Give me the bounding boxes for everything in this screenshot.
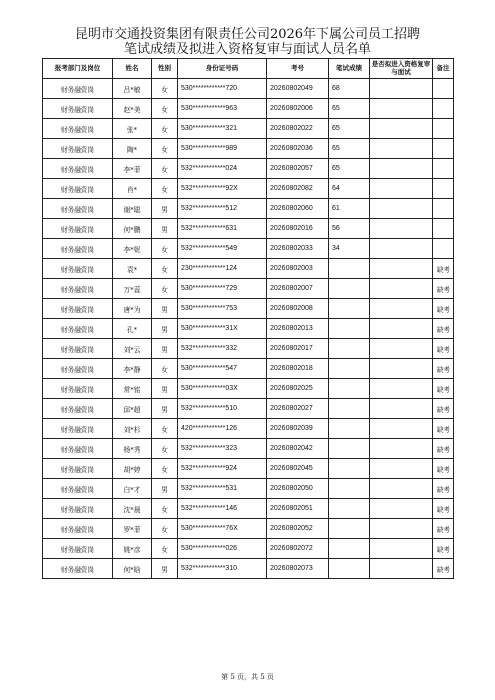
table-row [43,279,454,299]
cell-gender: 男 [152,299,178,319]
cell-gender: 男 [152,319,178,339]
cell-score [329,479,370,499]
cell-remark: 缺考 [433,279,454,299]
table-row [43,219,454,239]
cell-exam-number: 20260802073 [267,559,329,579]
cell-gender: 女 [152,419,178,439]
table-row [43,119,454,139]
cell-remark: 缺考 [433,259,454,279]
header-id-number: 身份证号码 [178,59,267,79]
cell-remark: 缺考 [433,419,454,439]
cell-id-number: 530************753 [178,299,267,319]
table-row [43,159,454,179]
cell-post: 财务融资岗 [43,279,113,299]
cell-exam-number: 20260802033 [267,239,329,259]
table-row [43,559,454,579]
document-subtitle: 笔试成绩及拟进入资格复审与面试人员名单 [123,42,371,57]
cell-exam-number: 20260802013 [267,319,329,339]
table-row [43,199,454,219]
cell-name: 吕*敏 [113,79,152,99]
table-row [43,339,454,359]
cell-post: 财务融资岗 [43,519,113,539]
cell-exam-number: 20260802027 [267,399,329,419]
cell-id-number: 530************026 [178,539,267,559]
cell-name: 陶* [113,139,152,159]
cell-remark [433,119,454,139]
cell-remark: 缺考 [433,439,454,459]
cell-id-number: 532************146 [178,499,267,519]
cell-id-number: 530************03X [178,379,267,399]
cell-score: 65 [329,99,370,119]
cell-post: 财务融资岗 [43,259,113,279]
table-row [43,299,454,319]
cell-id-number: 530************989 [178,139,267,159]
cell-id-number: 532************510 [178,399,267,419]
table-row [43,359,454,379]
cell-id-number: 530************31X [178,319,267,339]
cell-post: 财务融资岗 [43,299,113,319]
cell-id-number: 532************531 [178,479,267,499]
cell-advance [370,299,433,319]
cell-exam-number: 20260802042 [267,439,329,459]
page-number: 第 5 页，共 5 页 [221,673,274,681]
cell-remark: 缺考 [433,559,454,579]
cell-post: 财务融资岗 [43,219,113,239]
table-row [43,399,454,419]
cell-gender: 女 [152,139,178,159]
cell-remark: 缺考 [433,519,454,539]
cell-remark [433,239,454,259]
cell-score: 68 [329,79,370,99]
cell-post: 财务融资岗 [43,159,113,179]
cell-exam-number: 20260802072 [267,539,329,559]
cell-exam-number: 20260802008 [267,299,329,319]
cell-name: 胡*婷 [113,459,152,479]
cell-exam-number: 20260802036 [267,139,329,159]
cell-gender: 女 [152,119,178,139]
cell-score [329,539,370,559]
table-row [43,439,454,459]
cell-id-number: 532************332 [178,339,267,359]
cell-exam-number: 20260802017 [267,339,329,359]
cell-post: 财务融资岗 [43,99,113,119]
cell-post: 财务融资岗 [43,359,113,379]
cell-gender: 男 [152,199,178,219]
cell-id-number: 532************549 [178,239,267,259]
cell-score [329,279,370,299]
cell-remark: 缺考 [433,499,454,519]
cell-advance [370,439,433,459]
cell-remark [433,99,454,119]
cell-exam-number: 20260802016 [267,219,329,239]
cell-id-number: 532************323 [178,439,267,459]
cell-score: 61 [329,199,370,219]
cell-advance [370,219,433,239]
cell-post: 财务融资岗 [43,419,113,439]
cell-score [329,379,370,399]
cell-advance [370,499,433,519]
cell-exam-number: 20260802007 [267,279,329,299]
cell-score [329,319,370,339]
cell-name: 白*才 [113,479,152,499]
cell-gender: 女 [152,519,178,539]
cell-id-number: 420************126 [178,419,267,439]
cell-id-number: 532************631 [178,219,267,239]
cell-advance [370,319,433,339]
cell-advance [370,419,433,439]
cell-exam-number: 20260802049 [267,79,329,99]
cell-score [329,359,370,379]
cell-advance [370,119,433,139]
table-row [43,99,454,119]
table-row [43,239,454,259]
table-row [43,499,454,519]
header-exam-number: 考号 [267,59,329,79]
cell-id-number: 532************024 [178,159,267,179]
document-title: 昆明市交通投资集团有限责任公司2026年下属公司员工招聘 [74,27,421,42]
cell-name: 袁* [113,259,152,279]
cell-gender: 男 [152,339,178,359]
cell-gender: 女 [152,459,178,479]
results-table [42,58,454,579]
cell-score: 65 [329,159,370,179]
cell-remark [433,79,454,99]
cell-name: 唐*为 [113,299,152,319]
cell-remark [433,139,454,159]
table-body [43,79,454,579]
cell-name: 李*静 [113,359,152,379]
cell-gender: 女 [152,239,178,259]
table-row [43,459,454,479]
cell-name: 何*鹏 [113,219,152,239]
cell-exam-number: 20260802051 [267,499,329,519]
cell-id-number: 530************729 [178,279,267,299]
cell-exam-number: 20260802050 [267,479,329,499]
header-name: 姓名 [113,59,152,79]
cell-advance [370,279,433,299]
table-row [43,179,454,199]
cell-name: 万*蕊 [113,279,152,299]
cell-exam-number: 20260802018 [267,359,329,379]
header-advance: 是否拟进入资格复审与面试 [370,59,433,79]
cell-score [329,499,370,519]
cell-score [329,559,370,579]
cell-advance [370,179,433,199]
cell-remark: 缺考 [433,299,454,319]
cell-advance [370,459,433,479]
cell-score [329,259,370,279]
cell-advance [370,159,433,179]
table-row [43,479,454,499]
cell-remark: 缺考 [433,359,454,379]
cell-advance [370,379,433,399]
cell-id-number: 532************92X [178,179,267,199]
header-gender: 性别 [152,59,178,79]
cell-post: 财务融资岗 [43,479,113,499]
cell-name: 沈*晨 [113,499,152,519]
cell-exam-number: 20260802025 [267,379,329,399]
cell-id-number: 530************76X [178,519,267,539]
cell-remark [433,199,454,219]
cell-remark: 缺考 [433,339,454,359]
cell-exam-number: 20260802060 [267,199,329,219]
cell-remark [433,159,454,179]
cell-remark: 缺考 [433,379,454,399]
cell-advance [370,539,433,559]
cell-score: 56 [329,219,370,239]
table-row [43,379,454,399]
cell-post: 财务融资岗 [43,539,113,559]
cell-name: 邱*超 [113,399,152,419]
cell-post: 财务融资岗 [43,379,113,399]
cell-post: 财务融资岗 [43,499,113,519]
cell-remark: 缺考 [433,319,454,339]
cell-id-number: 530************321 [178,119,267,139]
cell-score [329,399,370,419]
cell-name: 孔* [113,319,152,339]
table-row [43,139,454,159]
cell-advance [370,239,433,259]
cell-advance [370,79,433,99]
cell-post: 财务融资岗 [43,119,113,139]
cell-exam-number: 20260802052 [267,519,329,539]
cell-exam-number: 20260802045 [267,459,329,479]
cell-gender: 男 [152,379,178,399]
cell-remark: 缺考 [433,399,454,419]
cell-score [329,339,370,359]
cell-name: 张* [113,119,152,139]
cell-id-number: 532************512 [178,199,267,219]
table-row [43,79,454,99]
cell-gender: 男 [152,399,178,419]
cell-gender: 女 [152,359,178,379]
cell-name: 刘*杉 [113,419,152,439]
cell-score: 65 [329,139,370,159]
cell-post: 财务融资岗 [43,199,113,219]
cell-post: 财务融资岗 [43,139,113,159]
cell-gender: 女 [152,279,178,299]
cell-advance [370,99,433,119]
cell-gender: 女 [152,499,178,519]
cell-advance [370,339,433,359]
header-score: 笔试成绩 [329,59,370,79]
cell-name: 李*妮 [113,239,152,259]
cell-name: 姚*彦 [113,539,152,559]
cell-score [329,419,370,439]
cell-remark: 缺考 [433,539,454,559]
table-row [43,319,454,339]
cell-gender: 女 [152,79,178,99]
cell-exam-number: 20260802039 [267,419,329,439]
cell-advance [370,259,433,279]
header-remark: 备注 [433,59,454,79]
cell-advance [370,479,433,499]
cell-id-number: 532************924 [178,459,267,479]
cell-advance [370,399,433,419]
cell-exam-number: 20260802003 [267,259,329,279]
header-post: 报考部门及岗位 [43,59,113,79]
cell-name: 常*铭 [113,379,152,399]
cell-name: 刘*云 [113,339,152,359]
cell-gender: 女 [152,159,178,179]
cell-id-number: 230************124 [178,259,267,279]
cell-advance [370,559,433,579]
cell-post: 财务融资岗 [43,179,113,199]
cell-remark [433,179,454,199]
cell-post: 财务融资岗 [43,559,113,579]
cell-score [329,299,370,319]
cell-exam-number: 20260802022 [267,119,329,139]
cell-post: 财务融资岗 [43,79,113,99]
table-row [43,259,454,279]
cell-score [329,519,370,539]
cell-gender: 女 [152,539,178,559]
cell-gender: 女 [152,99,178,119]
cell-exam-number: 20260802082 [267,179,329,199]
cell-post: 财务融资岗 [43,239,113,259]
cell-remark: 缺考 [433,479,454,499]
cell-id-number: 532************310 [178,559,267,579]
cell-post: 财务融资岗 [43,439,113,459]
cell-gender: 女 [152,179,178,199]
cell-advance [370,139,433,159]
cell-advance [370,359,433,379]
cell-exam-number: 20260802006 [267,99,329,119]
cell-id-number: 530************720 [178,79,267,99]
cell-gender: 男 [152,559,178,579]
cell-name: 谢*聪 [113,199,152,219]
cell-remark: 缺考 [433,459,454,479]
cell-name: 李*菲 [113,159,152,179]
cell-id-number: 530************547 [178,359,267,379]
cell-post: 财务融资岗 [43,319,113,339]
cell-post: 财务融资岗 [43,399,113,419]
cell-score: 65 [329,119,370,139]
cell-gender: 女 [152,439,178,459]
cell-name: 杨*秀 [113,439,152,459]
cell-exam-number: 20260802057 [267,159,329,179]
cell-advance [370,519,433,539]
cell-post: 财务融资岗 [43,459,113,479]
table-row [43,519,454,539]
cell-gender: 男 [152,479,178,499]
cell-post: 财务融资岗 [43,339,113,359]
cell-score [329,439,370,459]
table-row [43,539,454,559]
cell-name: 何*晗 [113,559,152,579]
cell-name: 赵*美 [113,99,152,119]
table-row [43,419,454,439]
cell-advance [370,199,433,219]
cell-score [329,459,370,479]
table-header-row [43,59,454,79]
cell-score: 64 [329,179,370,199]
cell-remark [433,219,454,239]
cell-name: 肖* [113,179,152,199]
cell-score: 34 [329,239,370,259]
cell-gender: 女 [152,259,178,279]
cell-gender: 男 [152,219,178,239]
cell-name: 罗*菲 [113,519,152,539]
cell-id-number: 530************963 [178,99,267,119]
